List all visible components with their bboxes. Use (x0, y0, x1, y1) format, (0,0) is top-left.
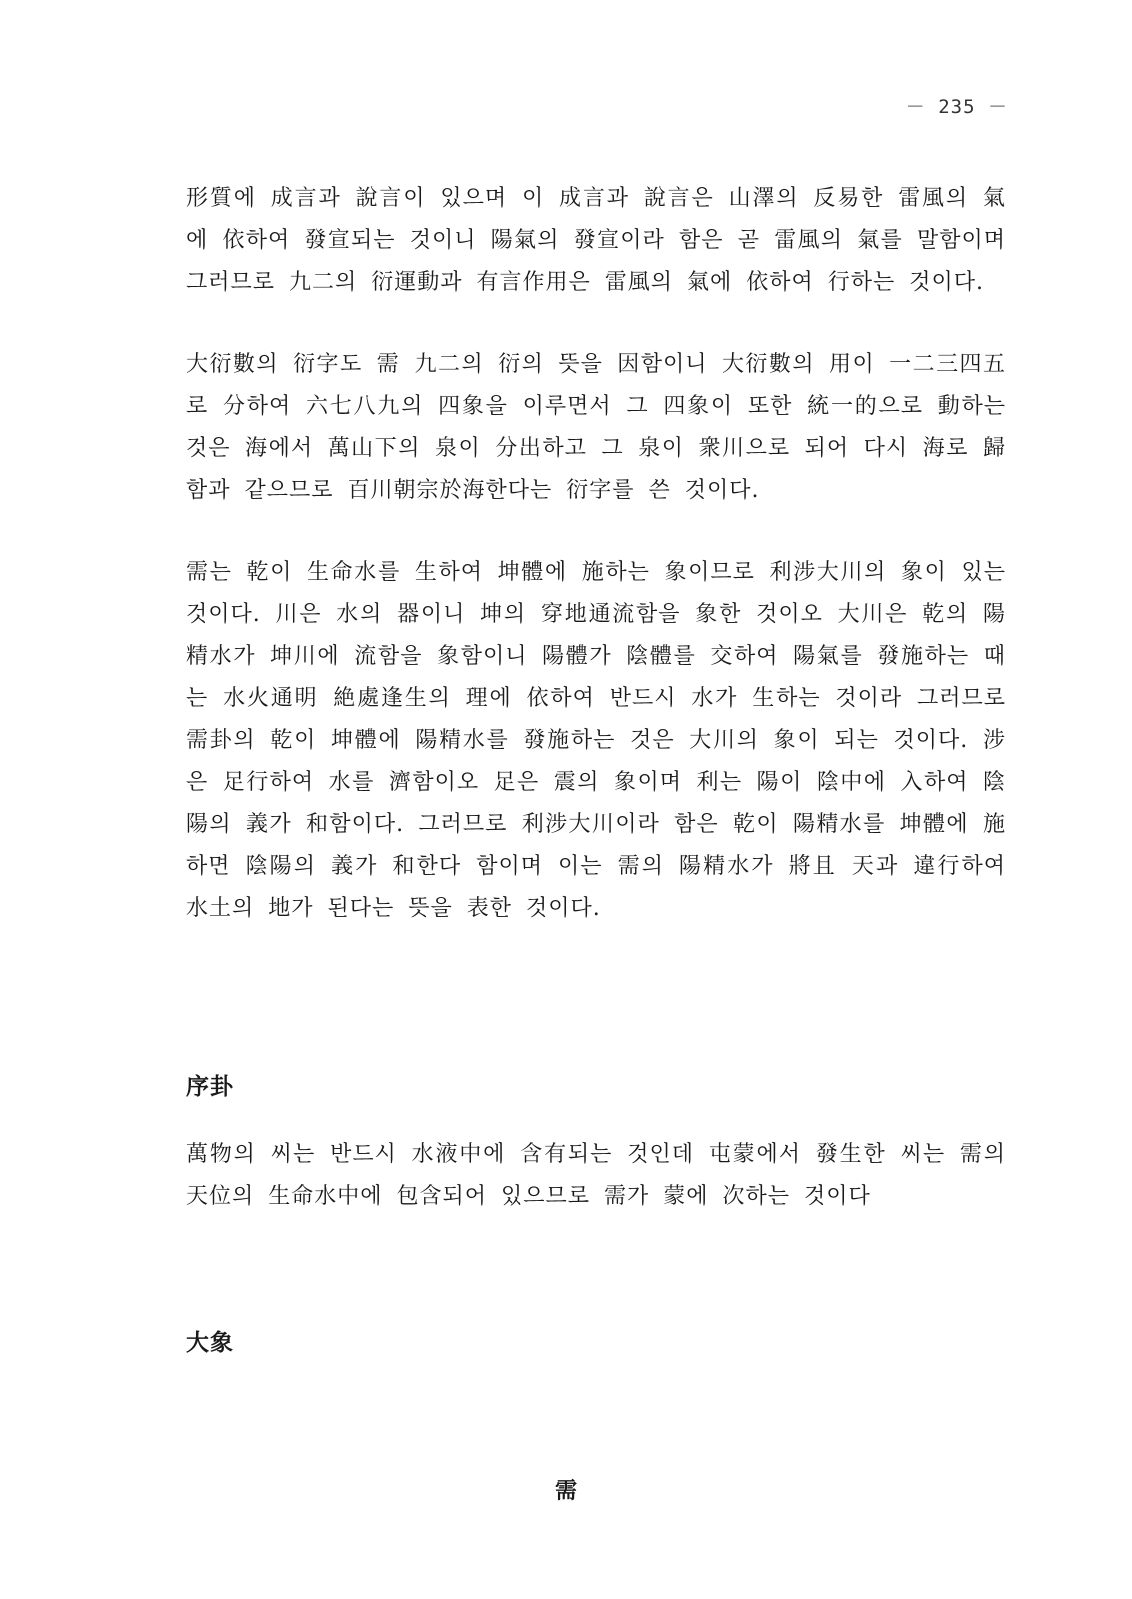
paragraph-2: 大衍數의 衍字도 需 九二의 衍의 뜻을 因함이니 大衍數의 用이 一二三四五로 分하여 六七八九의 四象을 이루면서 그 四象이 또한 統一的으로 動하는 것은 海에서 萬山下의 泉이 分出하고 그 泉이 衆川으로 되어 다시 海로 歸함과 같으므로 百川朝宗於海한다는 衍字를 쓴 것이다. (186, 352, 1006, 503)
hexagram-title: 需 (554, 1478, 577, 1504)
section-heading-xugua: 序卦 (186, 1073, 234, 1100)
body-text (186, 178, 1006, 970)
paragraph-1: 形質에 成言과 說言이 있으며 이 成言과 說言은 山澤의 反易한 雷風의 氣에 依하여 發宣되는 것이니 陽氣의 發宣이라 함은 곧 雷風의 氣를 말함이며 그러므로 九二의 衍運動과 有言作用은 雷風의 氣에 依하여 行하는 것이다. (186, 186, 1006, 295)
paragraph-xugua: 萬物의 씨는 반드시 水液中에 含有되는 것인데 屯蒙에서 發生한 씨는 需의 天位의 生命水中에 包含되어 있으므로 需가 蒙에 次하는 것이다 (186, 1142, 1006, 1209)
paragraph-3: 需는 乾이 生命水를 生하여 坤體에 施하는 象이므로 利涉大川의 象이 있는 것이다. 川은 水의 器이니 坤의 穿地通流함을 象한 것이오 大川은 乾의 陽精水가 坤川에 流함을 象함이니 陽體가 陰體를 交하여 陽氣를 發施하는 때는 水火通明 絶處逢生의 理에 依하여 반드시 水가 生하는 것이라 그러므로 需卦의 乾이 坤體에 陽精水를 發施하는 것은 大川의 象이 되는 것이다. 涉은 足行하여 水를 濟함이오 足은 震의 象이며 利는 陽이 陰中에 入하여 陰陽의 義가 和함이다. 그러므로 利涉大川이라 함은 乾이 陽精水를 坤體에 施하면 陰陽의 義가 和한다 함이며 이는 需의 陽精水가 將且 天과 違行하여 水土의 地가 된다는 뜻을 表한 것이다. (186, 560, 1006, 921)
section-heading-daxiang: 大象 (186, 1329, 234, 1356)
page-number: － 235 － (905, 96, 1008, 118)
